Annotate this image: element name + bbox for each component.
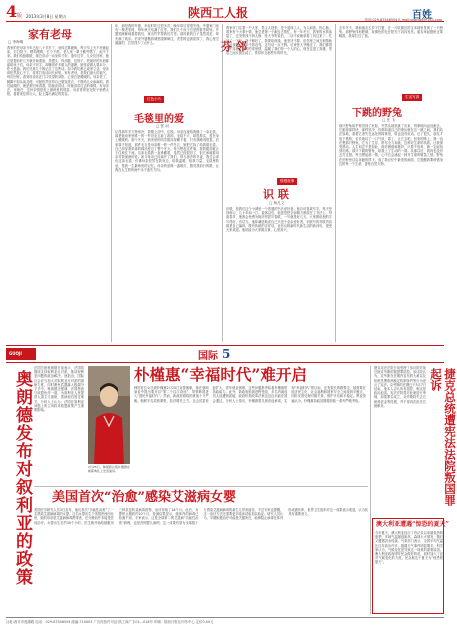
col4-body-top: 去年冬天，我和朋友去乡下打猎，在一片收割后的玉米地里发现了一只野兔。那野兔体形肥硕，灰褐色的毛在阳光下闪闪发亮。朋友举起猎枪正要瞄准，我却拦住了他。	[339, 26, 443, 39]
col4-title: 下跳的野兔	[352, 108, 402, 119]
headline-2: 美国首次“治愈”感染艾滋病女婴	[52, 490, 236, 505]
tag-red-1: 红色小片	[144, 96, 164, 103]
tag-red-2: 情感故事	[277, 178, 297, 185]
column-2	[114, 24, 220, 342]
page-number-label: 版	[17, 13, 23, 19]
portrait-photo-icon	[88, 366, 130, 464]
col2-body-top: 年，那是我的外婆，年轻时吃过很多苦，晚年却过得很安逸。外婆家门前有一棵老枣树，每年秋天结满了红枣，我们几个孩子总是围着枣树转。外婆笑眯眯地看着我们，拿出竹竿帮我们打枣。那时候的日子虽然清贫，却充满了欢乐。后来外婆搬到城里跟舅舅住，老枣树也被砍掉了，我心里空落落的，总觉得少了点什么。	[115, 24, 219, 45]
masthead: 陕西工人报	[188, 6, 249, 20]
footer-line: 社址:西安市莲湖路 电话：029-87546554 邮编:710003 广告经营许可证:陕工商广字01—018号 印刷：陕西日报社印务中心 定价0.50元	[6, 620, 214, 624]
section-number: 5	[222, 347, 231, 361]
portrait-photo	[88, 366, 130, 464]
right-box-title: 澳大利亚遭遇“惊恐的夏天”	[376, 521, 449, 528]
right-vertical-text: 捷克总统遭宪法法院叛国罪起诉	[429, 368, 457, 506]
left-vertical-headline	[6, 366, 32, 614]
right-box-body: 今年夏天，澳大利亚经历了有记录以来最炎热的夏季，多地气温屡创新高，森林大火频发，随后又遭遇洪水侵袭。气象部门表示，全国平均气温比往年高出许多，极端天气事件明显增多。科学家认为，气候变化是导致这一现象的重要原因。澳大利亚政府呼吁民众做好防范，同时加大了应对气候变化的力度。民众称这个夏天为“惊恐的夏天”。	[375, 531, 443, 565]
contact-line: 电话:029-87546554 E-mail:sxgrbbx@163.com	[364, 18, 442, 22]
col4-author: □ 任 飞	[382, 118, 395, 122]
col2b-body: 记得那年冬天特别冷，我刚上初中，住校。母亲连夜给我缝了一条毛毯，那是她用家里唯一的一件旧毛衣拆了改的。毛毯不大，却很厚实，盖在身上暖暖的。那个冬天，宿舍里的同学都冻得睡不着，只有我睡得很香。后来我才知道，那件毛衣是母亲唯一的一件冬衣，她把它拆了给我做毛毯，自己却穿着单薄的棉袄度过了整个冬天。每当想起这件事，我的眼泪就止不住地往下流。这条毛毯我一直珍藏着，虽然已经很旧了，但它承载着母亲对我深深的爱。如今母亲已经离开了我们，每当寒冷的冬夜，我总会拿出这条毛毯，仿佛母亲依然在我身边，给我温暖，给我力量。毛毯里的爱，是我一生最珍贵的记忆。母亲的爱像一盏明灯，照亮我前行的路，让我在人生的风雨中永不迷失方向。	[115, 130, 219, 172]
col2b-author: □ 张 羽	[156, 124, 169, 128]
col3-author: □ 杨凡义	[269, 201, 285, 205]
tag-red-3: 生活写真	[402, 94, 422, 101]
col2b-title: 毛毯里的爱	[134, 114, 184, 125]
col1-body: 我家的老母亲今年已经八十多岁了，身体还算硬朗，每天早上天不亮就起床，打扫院子，喂鸡喂鸭，忙个不停。老人家一辈子勤劳惯了，闲不下来。我们劝她歇歇，她总说动一动身体才好。逢年过节，儿女们回家，她总是提前好几天就开始准备，蒸馒头、炸油糕、包饺子，把最好的东西都留给孩子们。母亲不识字，却懂得许多做人的道理，她常说做人要本分，吃亏是福。我们兄妹几个都记住了这些话。如今我们都已成家立业，母亲却依然放心不下，常常打电话问长问短。家有老母，是我们最大的福气。每次回家，看到母亲站在门口张望的身影，心里总是暖暖的。母亲老了，腿脚不如从前灵便，可她依然坚持自己做饭洗衣，不愿给儿女添麻烦。我们能做的，就是常回家看看，陪她说说话，听她讲讲过去的事情。有母亲在，家就在，这份亲情是世上最珍贵的财富。母亲常常坐在院子里晒太阳，看着来往的行人，脸上露出满足的笑容。	[7, 46, 109, 97]
col3-title: 识 联	[263, 188, 289, 201]
page-number: 4	[6, 2, 18, 21]
left-column-body: 法国总统奥朗德日前表示，法国将继续支持叙利亚反对派，推动叙利亚问题的政治解决。他指出，国际社会应当加大对叙利亚反对派的援助力度，同时避免武器落入极端分子手中。奥朗德还强调，法国愿意与欧盟伙伴一道，为叙利亚人民提供人道主义援助，帮助他们度过难关。分析人士认为，法国在叙利亚问题上的立场将对欧盟政策产生重要影响。	[34, 366, 84, 413]
col1-title: 家有老母	[28, 28, 72, 41]
date-line: 2013年3月8日 星期五	[26, 14, 67, 19]
col4-body: 那只野兔似乎察觉到了危险，突然从地里跳了出来，拼命地向远处跑去。它跑得那样快，那样坚决，仿佛知道自己的命运就在这一跳之间。我们站在原地，看着它消失在远处的树林里，谁也没有说话。过了很久，朋友才放下猎枪，长长地叹了一口气说，算了，让它去吧。回来的路上，我一直在想那只野兔。它为了生存，拼尽全力奔跑，这种对生命的执着，让我深受感动。人生何尝不是如此，面对困难和挫折，只要不放弃，就一定能找到出路。那只下跳的野兔，给我上了生动的一课。从那以后，我再也没有去打过猎。每当想起那一幕，心中总会涌起一种对生命的敬畏之情。野兔在田野里自由奔跑的样子，成了我记忆中最美的画面，它提醒我要珍惜身边的每一个生命，善待自然万物。	[339, 124, 443, 166]
headline-1-body: 韩国首位女总统朴槿惠2月25日宣誓就职，她在就职演说中提出要开启“第二个汉江奇迹”，带领韩国进入“国民幸福时代”。然而，新政府面临的挑战十分严峻。朝鲜半岛局势紧张，经济增长乏力，社会贫富差距扩大，青年就业困难，这些问题都考验着朴槿惠的执政能力。此外，新政府组阁进程受阻，多名内阁成员人选遭到质疑，政府机构改革法案也迟迟未能在国会通过。分析人士指出，朴槿惠要兑现竞选承诺，实现“幸福时代”的目标，还有很长的路要走。她需要在经济民主化、社会福利和国家安全之间找到平衡点，同时妥善处理对朝关系，维护半岛和平稳定。舆论普遍认为，朴槿惠执政初期将面临一系列严峻考验。	[134, 386, 366, 403]
col1-author: □ 李海明	[8, 40, 24, 44]
col3-body: 识联，是我们这个小城里一个普通的书法爱好者。他自幼喜欢写字，每天坚持练习，几十年如一日。退休以后，他更是把全部精力都放在了书法上。每逢春节，他都会免费为街坊邻居写春联，一写就是好几天。大家都说他的字写得好，有功力。他却谦虚地说自己只是个业余爱好者。识联写的对联内容都是自己编的，既有传统的吉祥话，也有反映新时代新生活的新词句，很受大家欢迎。他说能为大家做点事，心里高兴。	[226, 207, 332, 233]
left-vertical-text: 奥朗德发布对叙利亚的政策	[12, 370, 32, 586]
section-name: 百姓	[412, 10, 432, 21]
photo-caption: 2月25日，韩国新总统朴槿惠在就职典礼上发表演讲。	[88, 465, 130, 473]
column-3	[221, 24, 333, 342]
section-bar	[6, 347, 444, 361]
right-box	[372, 518, 449, 614]
headline-2-body: 美国医学研究人员3日宣布，他们首次“功能性治愈”了一名感染艾滋病病毒的女婴。这名女婴出生于美国密西西比州，她的母亲是艾滋病病毒携带者，在分娩前并未接受任何治疗。女婴出生后约30个小时，医生就开始给她服用三种抗逆转录病毒药物，治疗持续了18个月。此后，女婴停止服药约10个月，检测结果显示，她体内的病毒已检测不到。专家表示，这是全球第二例艾滋病“功能性治愈”病例，也是首例婴儿病例，这一成果有望为全球数十万感染艾滋病病毒的新生儿带来福音。不过专家也提醒，这一治疗方法还需要更多临床试验加以验证。研究人员认为，早期积极治疗可能是关键所在，能够阻止病毒在体内形成潜伏库。世界卫生组织对这一成果表示欢迎，认为其具有重要意义。	[34, 508, 368, 525]
col2-title: 芬 邻	[221, 40, 247, 53]
section-label: 国际	[198, 351, 218, 362]
column-4	[338, 24, 444, 342]
column-1	[6, 24, 110, 342]
page-header	[6, 4, 444, 22]
right-column-body: 捷克宪法法院日前受理了参议院对前总统克劳斯的叛国罪指控。参议院认为，克劳斯在任期内宣布的大赦以及拒绝签署欧洲稳定机制条约等行为违反了宪法。克劳斯的任期已于3月7日结束，他本人否认所有指控，称这是政治迫害。宪法法院将对此案进行审理，如果罪名成立，克劳斯将失去总统养老金等待遇，并不得再次担任总统职务。	[374, 366, 426, 408]
col3-body-top: 我家对门住着一户人家，男主人姓张，是个退休工人，为人和善，热心肠。谁家有个大事小情，他总是第一个跑过去帮忙。有一年冬天，我家的水管冻裂了，正发愁找不到人修，张大爷听说后，二话不说就拿着工具过来了，忙活了一下午，终于修好了。我要给他钱，他坚决不要，说邻里之间互相帮助是应该的。远亲不如近邻，这句话一点不假。后来张大爷搬走了，我们都很舍不得他。芬芳的邻里情，温暖了我们每一个人的心。现在住进了高楼，邻居之间反倒生疏了，常常怀念那些年的时光。	[226, 26, 332, 56]
section-sublabel: GUOJI	[9, 351, 22, 356]
headline-1: 朴槿惠“幸福时代”难开启	[134, 365, 307, 384]
right-vertical-headline	[428, 366, 457, 514]
